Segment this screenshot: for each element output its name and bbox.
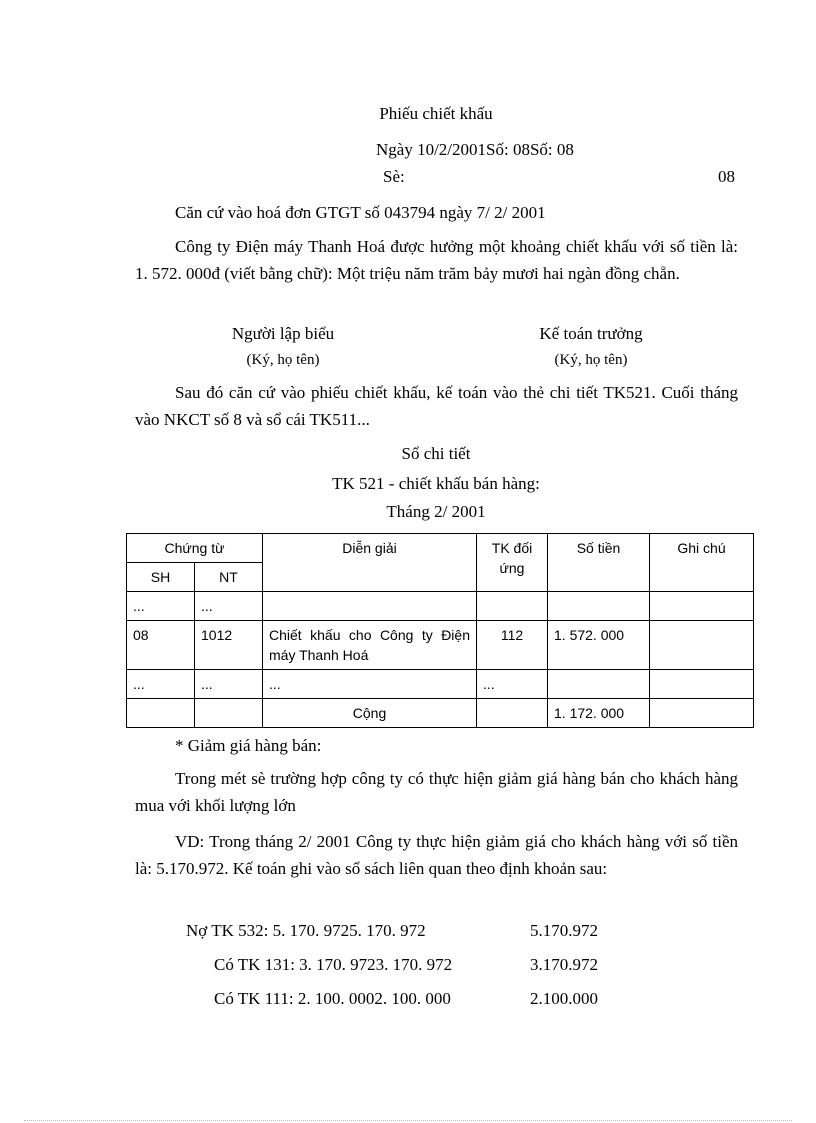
header-so-tien: Số tiền — [548, 534, 650, 592]
total-value: 1. 172. 000 — [548, 699, 650, 728]
total-empty-cell — [195, 699, 263, 728]
total-empty-cell — [127, 699, 195, 728]
se-value: 08 — [718, 167, 735, 186]
preparer-sign-hint: (Ký, họ tên) — [246, 352, 320, 368]
after-paragraph: Sau đó căn cứ vào phiếu chiết khấu, kế toán vào thẻ chi tiết TK521. Cuối tháng vào NKCT số 8 và sổ cái TK511... — [135, 383, 738, 429]
preparer-label: Người lập biểu — [231, 324, 335, 343]
header-row — [127, 534, 754, 563]
table-row — [127, 621, 754, 670]
entry-value: 3.170.972 — [530, 955, 598, 974]
header-chung-tu: Chứng từ — [127, 534, 263, 563]
total-label: Cộng — [263, 699, 477, 728]
cell-tk: 112 — [477, 621, 548, 670]
header-tk-doi-ung: TK đối ứng — [477, 534, 548, 592]
date-line: Ngày 10/2/2001Số: 08Số: 08 — [376, 140, 574, 159]
cell-so-tien: 1. 572. 000 — [548, 621, 650, 670]
se-label: Sè: — [383, 167, 405, 186]
cell-ghi-chu — [650, 592, 754, 621]
ledger-title: Sổ chi tiết — [401, 444, 471, 463]
section-paragraph: Trong mét sè trường hợp công ty có thực hiện giảm giá hàng bán cho khách hàng mua với khối lượng lớn — [135, 769, 738, 815]
total-row — [127, 699, 754, 728]
cell-ghi-chu — [650, 670, 754, 699]
example-paragraph: VD: Trong tháng 2/ 2001 Công ty thực hiện giảm giá cho khách hàng với số tiền là: 5.170.972. Kế toán ghi vào sổ sách liên quan theo định khoản sau: — [135, 832, 738, 878]
cell-sh: ... — [127, 670, 195, 699]
chief-accountant-label: Kế toán trưởng — [539, 324, 643, 343]
cell-so-tien — [548, 670, 650, 699]
header-nt: NT — [195, 563, 263, 592]
entry-value: 2.100.000 — [530, 989, 598, 1008]
ledger-table — [126, 533, 754, 728]
discount-paragraph: Công ty Điện máy Thanh Hoá được hưởng một khoảng chiết khấu với số tiền là: 1. 572. 000đ (viết bằng chữ): Một triệu năm trăm bảy mươi hai ngàn đồng chẵn. — [135, 237, 738, 283]
invoice-reference: Căn cứ vào hoá đơn GTGT số 043794 ngày 7/ 2/ 2001 — [175, 203, 546, 222]
cell-sh: ... — [127, 592, 195, 621]
header-ghi-chu: Ghi chú — [650, 534, 754, 592]
entry-label: Nợ TK 532: 5. 170. 9725. 170. 972 — [186, 921, 426, 940]
section-heading: * Giảm giá hàng bán: — [175, 736, 322, 755]
total-empty-cell — [477, 699, 548, 728]
table-row — [127, 592, 754, 621]
page-bottom-rule — [24, 1120, 792, 1121]
cell-dien-giai: ... — [263, 670, 477, 699]
cell-dien-giai — [263, 592, 477, 621]
cell-nt: ... — [195, 592, 263, 621]
table-row — [127, 670, 754, 699]
cell-nt: 1012 — [195, 621, 263, 670]
cell-so-tien — [548, 592, 650, 621]
cell-tk — [477, 592, 548, 621]
total-empty-cell — [650, 699, 754, 728]
entry-value: 5.170.972 — [530, 921, 598, 940]
cell-tk: ... — [477, 670, 548, 699]
ledger-month: Tháng 2/ 2001 — [386, 502, 486, 521]
ledger-account: TK 521 - chiết khấu bán hàng: — [332, 474, 540, 493]
cell-sh: 08 — [127, 621, 195, 670]
cell-nt: ... — [195, 670, 263, 699]
header-sh: SH — [127, 563, 195, 592]
doc-title: Phiếu chiết khấu — [379, 104, 493, 123]
cell-ghi-chu — [650, 621, 754, 670]
header-dien-giai: Diễn giải — [263, 534, 477, 592]
entry-label: Có TK 131: 3. 170. 9723. 170. 972 — [214, 955, 453, 974]
entry-label: Có TK 111: 2. 100. 0002. 100. 000 — [214, 989, 451, 1008]
cell-dien-giai: Chiết khấu cho Công ty Điện máy Thanh Hoá — [263, 621, 477, 670]
chief-accountant-sign-hint: (Ký, họ tên) — [554, 352, 628, 368]
